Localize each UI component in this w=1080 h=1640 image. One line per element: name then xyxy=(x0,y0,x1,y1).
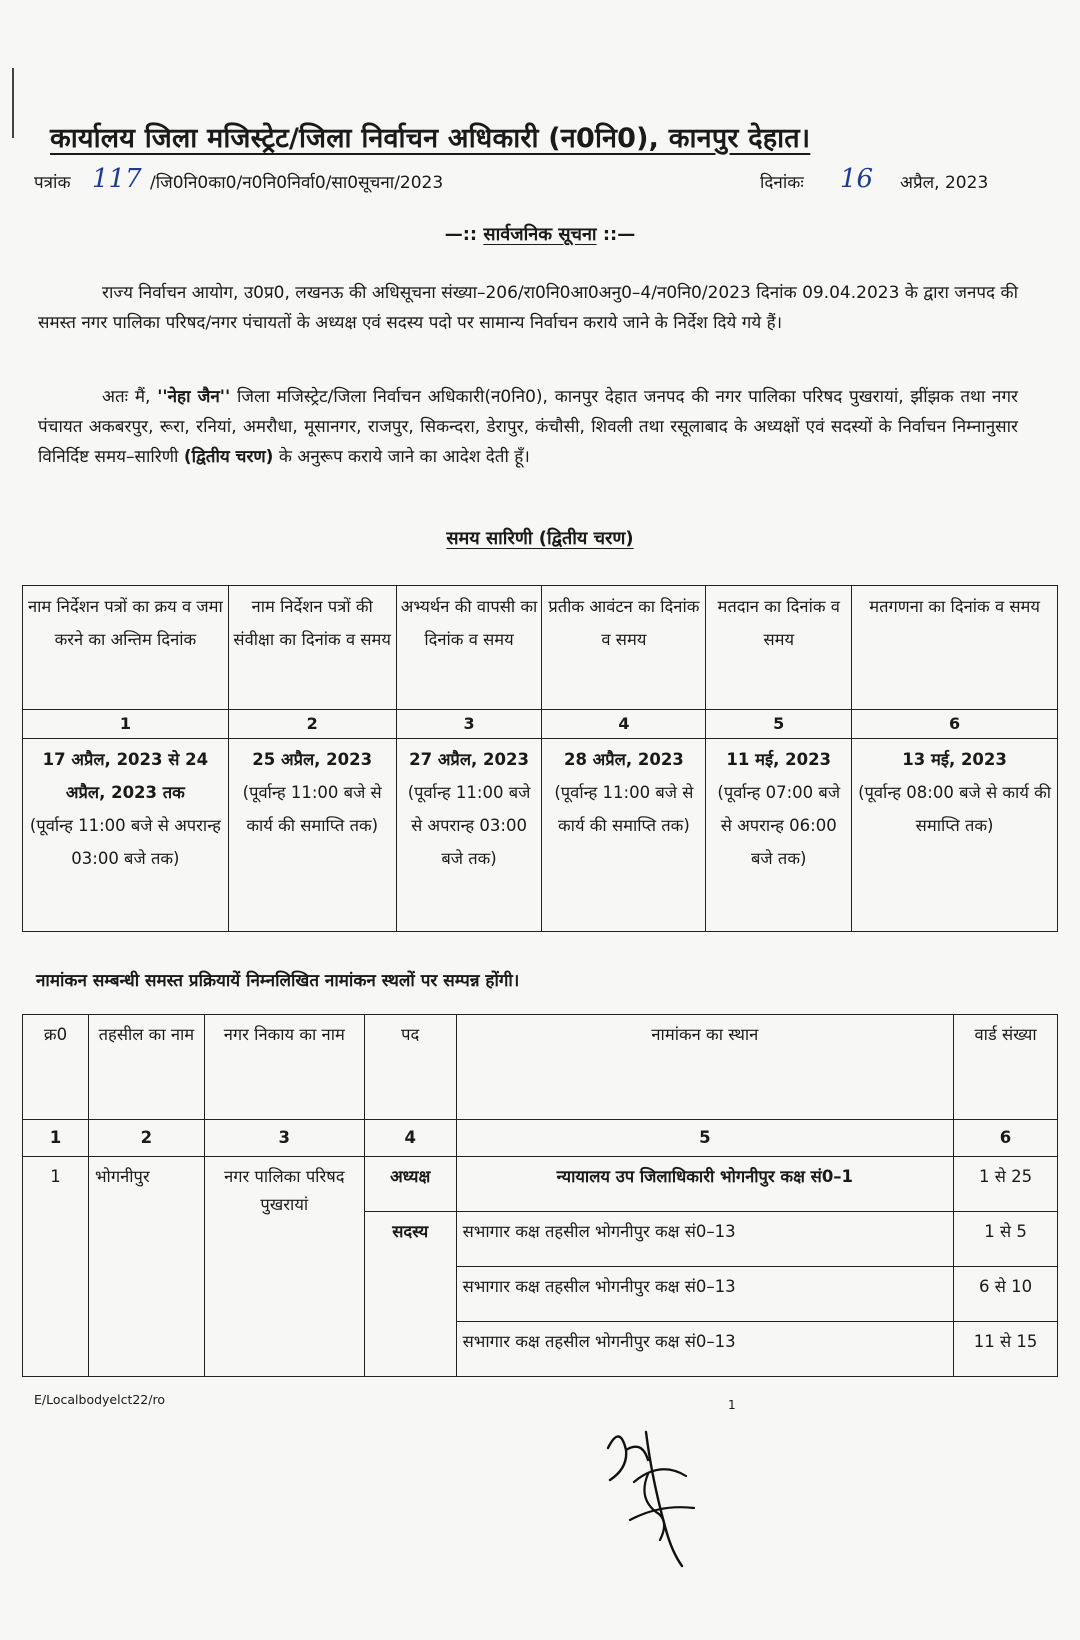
place-cell: न्यायालय उप जिलाधिकारी भोगनीपुर कक्ष सं0–1 xyxy=(456,1157,953,1212)
schedule-title-text: समय सारिणी (द्वितीय चरण) xyxy=(446,528,634,549)
schedule-time: (पूर्वान्ह 11:00 बजे से कार्य की समाप्ति तक) xyxy=(242,783,382,835)
table-row xyxy=(23,1157,1058,1212)
schedule-date: 27 अप्रैल, 2023 xyxy=(409,750,529,769)
notice-title-prefix: —:: xyxy=(444,224,484,245)
paragraph-2-part2: जिला मजिस्ट्रेट/जिला निर्वाचन अधिकारी(न0नि0), कानपुर देहात जनपद की नगर पालिका परिषद पुखरायां, झींझक तथा नगर पंचायत अकबरपुर, रूरा, रनियां, अमरौधा, मूसानगर, राजपुर, सिकन्दरा, डेरापुर, कंचौसी, शिवली तथा रसूलाबाद के अध्यक्षों एवं सदस्यों के निर्वाचन निम्नानुसार विनिर्दिष्ट समय–सारिणी xyxy=(38,387,1019,467)
nomination-number-row xyxy=(23,1120,1058,1157)
schedule-date: 13 मई, 2023 xyxy=(902,750,1007,769)
column-number: 3 xyxy=(204,1120,364,1157)
post-chairman-cell: अध्यक्ष xyxy=(364,1157,456,1212)
nomination-header-cell: पद xyxy=(364,1015,456,1120)
schedule-cell xyxy=(852,739,1058,932)
nomination-table xyxy=(22,1014,1058,1377)
body-cell: नगर पालिका परिषद पुखरायां xyxy=(204,1157,364,1377)
wards-cell: 1 से 5 xyxy=(954,1212,1058,1267)
column-number: 4 xyxy=(542,710,706,739)
schedule-date: 17 अप्रैल, 2023 से 24 अप्रैल, 2023 तक xyxy=(42,750,209,802)
schedule-time: (पूर्वान्ह 11:00 बजे से अपरान्ह 03:00 बजे तक) xyxy=(29,816,221,868)
reference-line xyxy=(34,164,1024,200)
schedule-header-cell: मतगणना का दिनांक व समय xyxy=(852,586,1058,710)
notice-title xyxy=(0,222,1080,246)
wards-cell: 1 से 25 xyxy=(954,1157,1058,1212)
wards-cell: 11 से 15 xyxy=(954,1322,1058,1377)
schedule-date: 28 अप्रैल, 2023 xyxy=(563,750,684,769)
nomination-header-cell: नामांकन का स्थान xyxy=(456,1015,953,1120)
place-cell: सभागार कक्ष तहसील भोगनीपुर कक्ष सं0–13 xyxy=(456,1212,953,1267)
post-member-cell: सदस्य xyxy=(364,1212,456,1377)
schedule-time: (पूर्वान्ह 08:00 बजे से कार्य की समाप्ति तक) xyxy=(858,783,1052,835)
file-code: E/Localbodyelct22/ro xyxy=(34,1392,165,1407)
nomination-header-cell: तहसील का नाम xyxy=(88,1015,204,1120)
column-number: 1 xyxy=(23,1120,89,1157)
column-number: 2 xyxy=(228,710,396,739)
page-number: 1 xyxy=(728,1398,736,1412)
schedule-time: (पूर्वान्ह 07:00 बजे से अपरान्ह 06:00 बजे तक) xyxy=(717,783,841,868)
phase-label: (द्वितीय चरण) xyxy=(183,447,274,467)
nomination-header-cell: वार्ड संख्या xyxy=(954,1015,1058,1120)
column-number: 6 xyxy=(852,710,1058,739)
place-cell: सभागार कक्ष तहसील भोगनीपुर कक्ष सं0–13 xyxy=(456,1322,953,1377)
column-number: 2 xyxy=(88,1120,204,1157)
schedule-time: (पूर्वान्ह 11:00 बजे से कार्य की समाप्ति तक) xyxy=(554,783,694,835)
patrank-label: पत्रांक xyxy=(34,173,71,193)
nomination-statement: नामांकन सम्बन्धी समस्त प्रक्रियायें निम्नलिखित नामांकन स्थलों पर सम्पन्न होंगी। xyxy=(36,971,520,991)
patrank-ref: /जि0नि0का0/न0नि0निर्वा0/सा0सूचना/2023 xyxy=(150,173,444,193)
schedule-header-row xyxy=(23,586,1058,710)
schedule-date: 25 अप्रैल, 2023 xyxy=(252,750,373,769)
serial-cell: 1 xyxy=(23,1157,89,1377)
notice-title-text: सार्वजनिक सूचना xyxy=(483,224,597,245)
schedule-header-cell: नाम निर्देशन पत्रों की संवीक्षा का दिनांक व समय xyxy=(228,586,396,710)
schedule-cell xyxy=(542,739,706,932)
schedule-header-cell: अभ्यर्थन की वापसी का दिनांक व समय xyxy=(396,586,542,710)
column-number: 4 xyxy=(364,1120,456,1157)
column-number: 6 xyxy=(954,1120,1058,1157)
dinank-day: 16 xyxy=(840,164,874,194)
schedule-table xyxy=(22,585,1058,932)
schedule-cell xyxy=(228,739,396,932)
schedule-title xyxy=(0,526,1080,550)
schedule-time: (पूर्वान्ह 11:00 बजे से अपरान्ह 03:00 बजे तक) xyxy=(407,783,531,868)
schedule-cell xyxy=(396,739,542,932)
dinank-label: दिनांकः xyxy=(760,173,804,193)
schedule-header-cell: प्रतीक आवंटन का दिनांक व समय xyxy=(542,586,706,710)
patrank-number: 117 xyxy=(92,164,142,194)
column-number: 5 xyxy=(706,710,852,739)
column-number: 1 xyxy=(23,710,229,739)
dinank-rest: अप्रैल, 2023 xyxy=(900,173,989,193)
schedule-header-cell: मतदान का दिनांक व समय xyxy=(706,586,852,710)
officer-name: ''नेहा जैन'' xyxy=(157,387,231,407)
schedule-number-row xyxy=(23,710,1058,739)
column-number: 3 xyxy=(396,710,542,739)
paragraph-2-part1: अतः मैं, xyxy=(102,387,158,407)
schedule-cell xyxy=(23,739,229,932)
wards-cell: 6 से 10 xyxy=(954,1267,1058,1322)
schedule-data-row xyxy=(23,739,1058,932)
margin-mark xyxy=(12,68,14,138)
schedule-header-cell: नाम निर्देशन पत्रों का क्रय व जमा करने का अन्तिम दिनांक xyxy=(23,586,229,710)
place-cell: सभागार कक्ष तहसील भोगनीपुर कक्ष सं0–13 xyxy=(456,1267,953,1322)
schedule-cell xyxy=(706,739,852,932)
office-heading: कार्यालय जिला मजिस्ट्रेट/जिला निर्वाचन अधिकारी (न0नि0), कानपुर देहात। xyxy=(50,123,811,154)
paragraph-2 xyxy=(38,382,1018,472)
schedule-date: 11 मई, 2023 xyxy=(726,750,832,769)
paragraph-2-part3: के अनुरूप कराये जाने का आदेश देती हूँ। xyxy=(273,447,530,467)
nomination-header-cell: नगर निकाय का नाम xyxy=(204,1015,364,1120)
tehsil-cell: भोगनीपुर xyxy=(88,1157,204,1377)
paragraph-1: राज्य निर्वाचन आयोग, उ0प्र0, लखनऊ की अधिसूचना संख्या–206/रा0नि0आ0अनु0–4/न0नि0/2023 दिनांक 09.04.2023 के द्वारा जनपद की समस्त नगर पालिका परिषद/नगर पंचायतों के अध्यक्ष एवं सदस्य पदो पर सामान्य निर्वाचन कराये जाने के निर्देश दिये गये हैं। xyxy=(38,283,1018,333)
nomination-header-row xyxy=(23,1015,1058,1120)
nomination-header-cell: क्र0 xyxy=(23,1015,89,1120)
notice-title-suffix: ::— xyxy=(596,224,636,245)
signature xyxy=(590,1420,750,1570)
column-number: 5 xyxy=(456,1120,953,1157)
